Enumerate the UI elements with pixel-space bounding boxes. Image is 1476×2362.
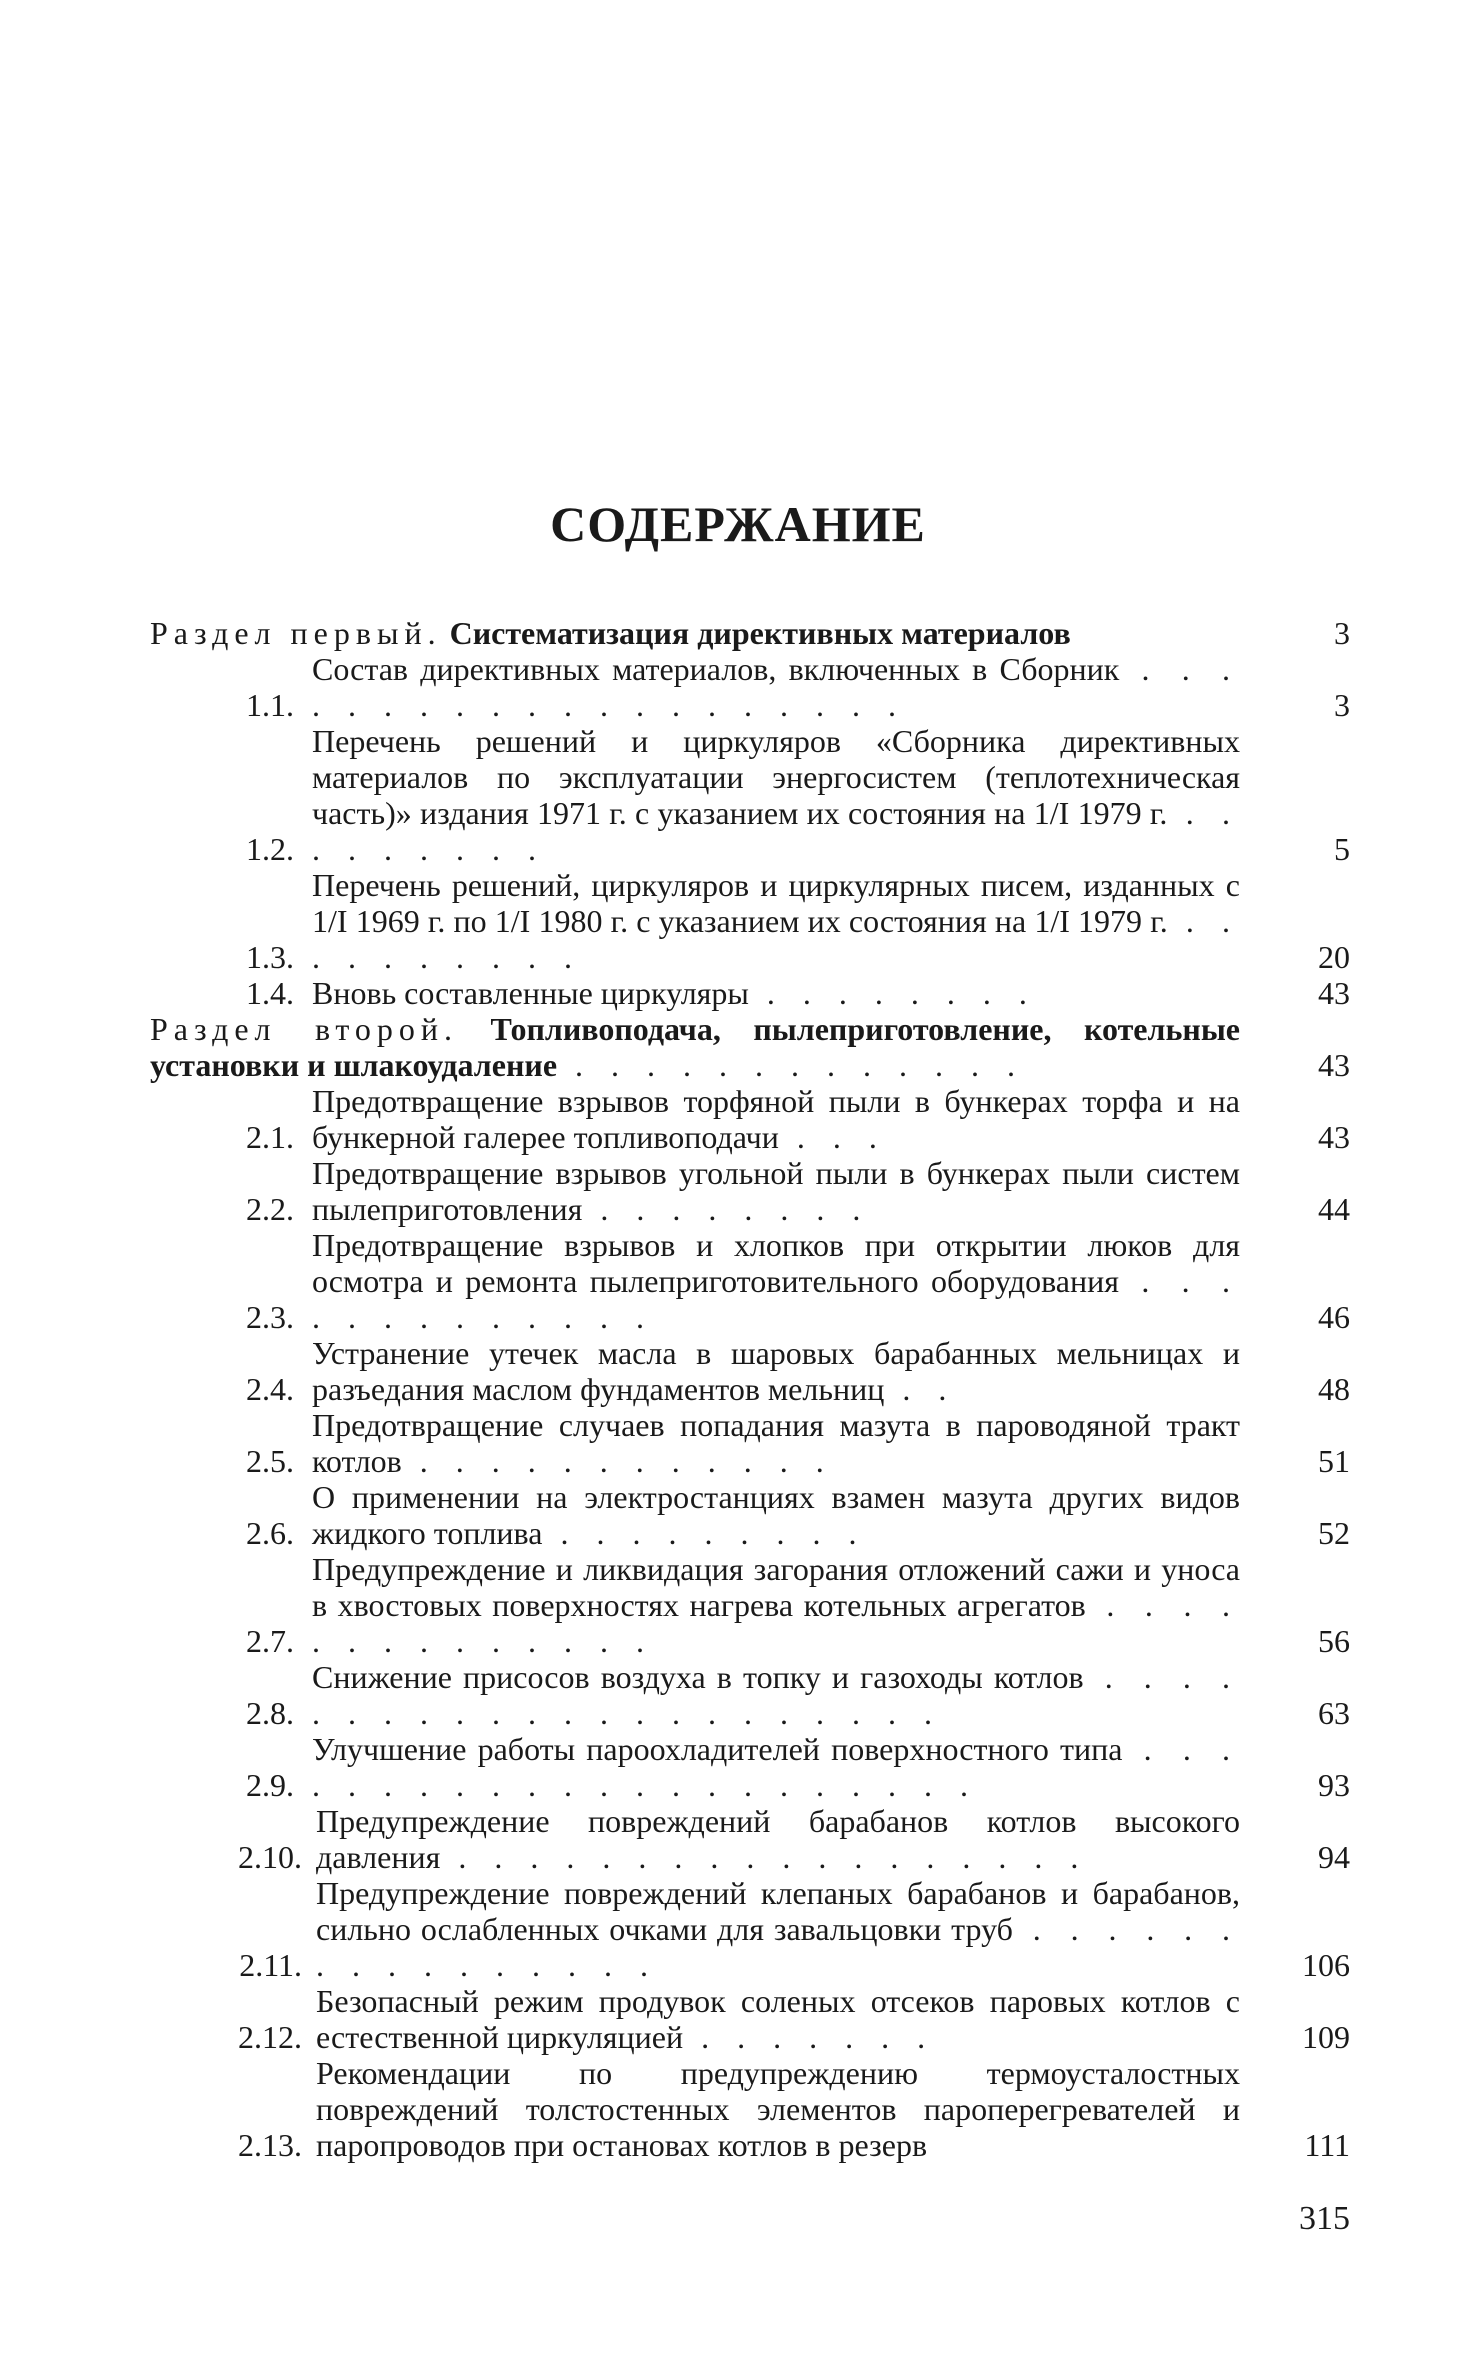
table-of-contents [150,615,1350,2163]
page-number: 56 [1318,1623,1350,1659]
toc-section-1 [150,615,1350,651]
toc-entry-2-10 [150,1803,1350,1875]
page-number: 63 [1318,1695,1350,1731]
section-label: Раздел второй. [150,1011,459,1047]
toc-entry-2-6 [150,1479,1350,1551]
entry-number: 2.9. [246,1767,294,1803]
entry-text: Предотвращение взрывов угольной пыли в бункерах пыли систем пылеприготовления [312,1155,1240,1227]
page-number: 109 [1302,2019,1350,2055]
toc-entry-2-9 [150,1731,1350,1803]
section-title: Систематизация директивных материалов [449,615,1071,651]
toc-entry-1-2 [150,723,1350,867]
entry-number: 1.1. [246,687,294,723]
page-title: СОДЕРЖАНИЕ [550,496,926,552]
entry-number: 2.13. [238,2127,302,2163]
entry-number: 1.2. [246,831,294,867]
dot-leader: . . . [778,1119,887,1155]
entry-text: Безопасный режим продувок соленых отсеков паровых котлов с естественной циркуляцией [316,1983,1240,2055]
page-number: 94 [1318,1839,1350,1875]
page-number: 106 [1302,1947,1350,1983]
dot-leader: . . . . . . . . . . . . [401,1443,834,1479]
entry-number: 2.11. [239,1947,302,1983]
entry-number: 2.3. [246,1299,294,1335]
page-number: 52 [1318,1515,1350,1551]
dot-leader: . . . . . . . . . . . . . [312,1263,1241,1335]
section-label: Раздел первый. [150,615,442,651]
entry-text: Предупреждение повреждений барабанов котлов высокого давления [316,1803,1240,1875]
entry-text: Перечень решений и циркуляров «Сборника директивных материалов по эксплуатации энергосистем (теплотехническая часть)» издания 1971 г. с указанием их состояния на 1/I 1979 г. [312,723,1240,831]
entry-number: 2.8. [246,1695,294,1731]
dot-leader: . . . . . . . . . . . . . . . . . . [440,1839,1089,1875]
folio-page-number: 315 [1299,2200,1350,2237]
entry-text: Предупреждение и ликвидация загорания отложений сажи и уноса в хвостовых поверхностях нагрева котельных агрегатов [312,1551,1240,1623]
entry-text: Улучшение работы пароохладителей поверхностного типа [312,1731,1123,1767]
entry-number: 2.2. [246,1191,294,1227]
entry-number: 2.4. [246,1371,294,1407]
page-number: 43 [1318,975,1350,1011]
dot-leader: . . . . . . . [683,2019,936,2055]
page-number: 48 [1318,1371,1350,1407]
page-number: 43 [1318,1119,1350,1155]
entry-number: 2.12. [238,2019,302,2055]
entry-number: 2.5. [246,1443,294,1479]
toc-entry-2-3 [150,1227,1350,1335]
dot-leader: . . . . . . . . . . . . . . . . [316,1911,1241,1983]
dot-leader: . . . . . . . . . . . . . . . . . . . . . . [312,1659,1241,1731]
entry-text: Предупреждение повреждений клепаных барабанов и барабанов, сильно ослабленных очками для завальцовки труб [316,1875,1240,1947]
toc-entry-2-1 [150,1083,1350,1155]
toc-entry-2-8 [150,1659,1350,1731]
entry-text: Вновь составленные циркуляры [312,975,749,1011]
section-title: Топливоподача, пылеприготовление, котельные установки и шлакоудаление [150,1011,1241,1083]
dot-leader: . . . . . . . . . [312,795,1241,867]
entry-number: 2.1. [246,1119,294,1155]
page-number: 44 [1318,1191,1350,1227]
dot-leader: . . . . . . . . . [542,1515,867,1551]
dot-leader: . . . . . . . . [748,975,1037,1011]
page-number: 46 [1318,1299,1350,1335]
entry-text: Предотвращение случаев попадания мазута в пароводяной тракт котлов [312,1407,1240,1479]
dot-leader: . . . . . . . . . . . . . . [312,1587,1241,1659]
toc-entry-2-2 [150,1155,1350,1227]
entry-text: Состав директивных материалов, включенных в Сборник [312,651,1120,687]
page-number: 93 [1318,1767,1350,1803]
entry-text: Устранение утечек масла в шаровых барабанных мельницах и разъедания маслом фундаментов мельниц [312,1335,1240,1407]
dot-leader: . . . . . . . . . . . . . . . . . . . . [312,651,1241,723]
page-number: 20 [1318,939,1350,975]
toc-entry-2-11 [150,1875,1350,1983]
page-number: 3 [1334,615,1350,651]
entry-number: 1.3. [246,939,294,975]
dot-leader: . . . . . . . . . . . . . . . . . . . . . . [312,1731,1240,1803]
entry-number: 2.10. [238,1839,302,1875]
toc-section-2 [150,1011,1350,1083]
dot-leader: . . . . . . . . . . [312,903,1240,975]
toc-entry-2-7 [150,1551,1350,1659]
page-number: 3 [1334,687,1350,723]
toc-entry-2-4 [150,1335,1350,1407]
entry-text: Перечень решений, циркуляров и циркулярных писем, изданных с 1/I 1969 г. по 1/I 1980 г. с указанием их состояния на 1/I 1979 г. [312,867,1240,939]
entry-number: 2.7. [246,1623,294,1659]
toc-entry-1-3 [150,867,1350,975]
entry-text: Предотвращение взрывов и хлопков при открытии люков для осмотра и ремонта пылеприготовительного оборудования [312,1227,1240,1299]
page-number: 43 [1318,1047,1350,1083]
entry-text: Рекомендации по предупреждению термоусталостных повреждений толстостенных элементов пароперегревателей и паропроводов при остановах котлов в резерв [316,2055,1240,2163]
toc-entry-1-1 [150,651,1350,723]
entry-text: О применении на электростанциях взамен мазута других видов жидкого топлива [312,1479,1240,1551]
entry-text: Предотвращение взрывов торфяной пыли в бункерах торфа и на бункерной галерее топливоподачи [312,1083,1240,1155]
page-number: 5 [1334,831,1350,867]
dot-leader: . . . . . . . . . . . . . [557,1047,1026,1083]
page-number: 111 [1304,2127,1350,2163]
entry-number: 1.4. [246,975,294,1011]
dot-leader: . . [884,1371,957,1407]
dot-leader: . . . . . . . . [582,1191,871,1227]
toc-entry-2-5 [150,1407,1350,1479]
entry-number: 2.6. [246,1515,294,1551]
toc-entry-2-12 [150,1983,1350,2055]
toc-entry-1-4 [150,975,1350,1011]
entry-text: Снижение присосов воздуха в топку и газоходы котлов [312,1659,1084,1695]
toc-entry-2-13 [150,2055,1350,2163]
page-number: 51 [1318,1443,1350,1479]
